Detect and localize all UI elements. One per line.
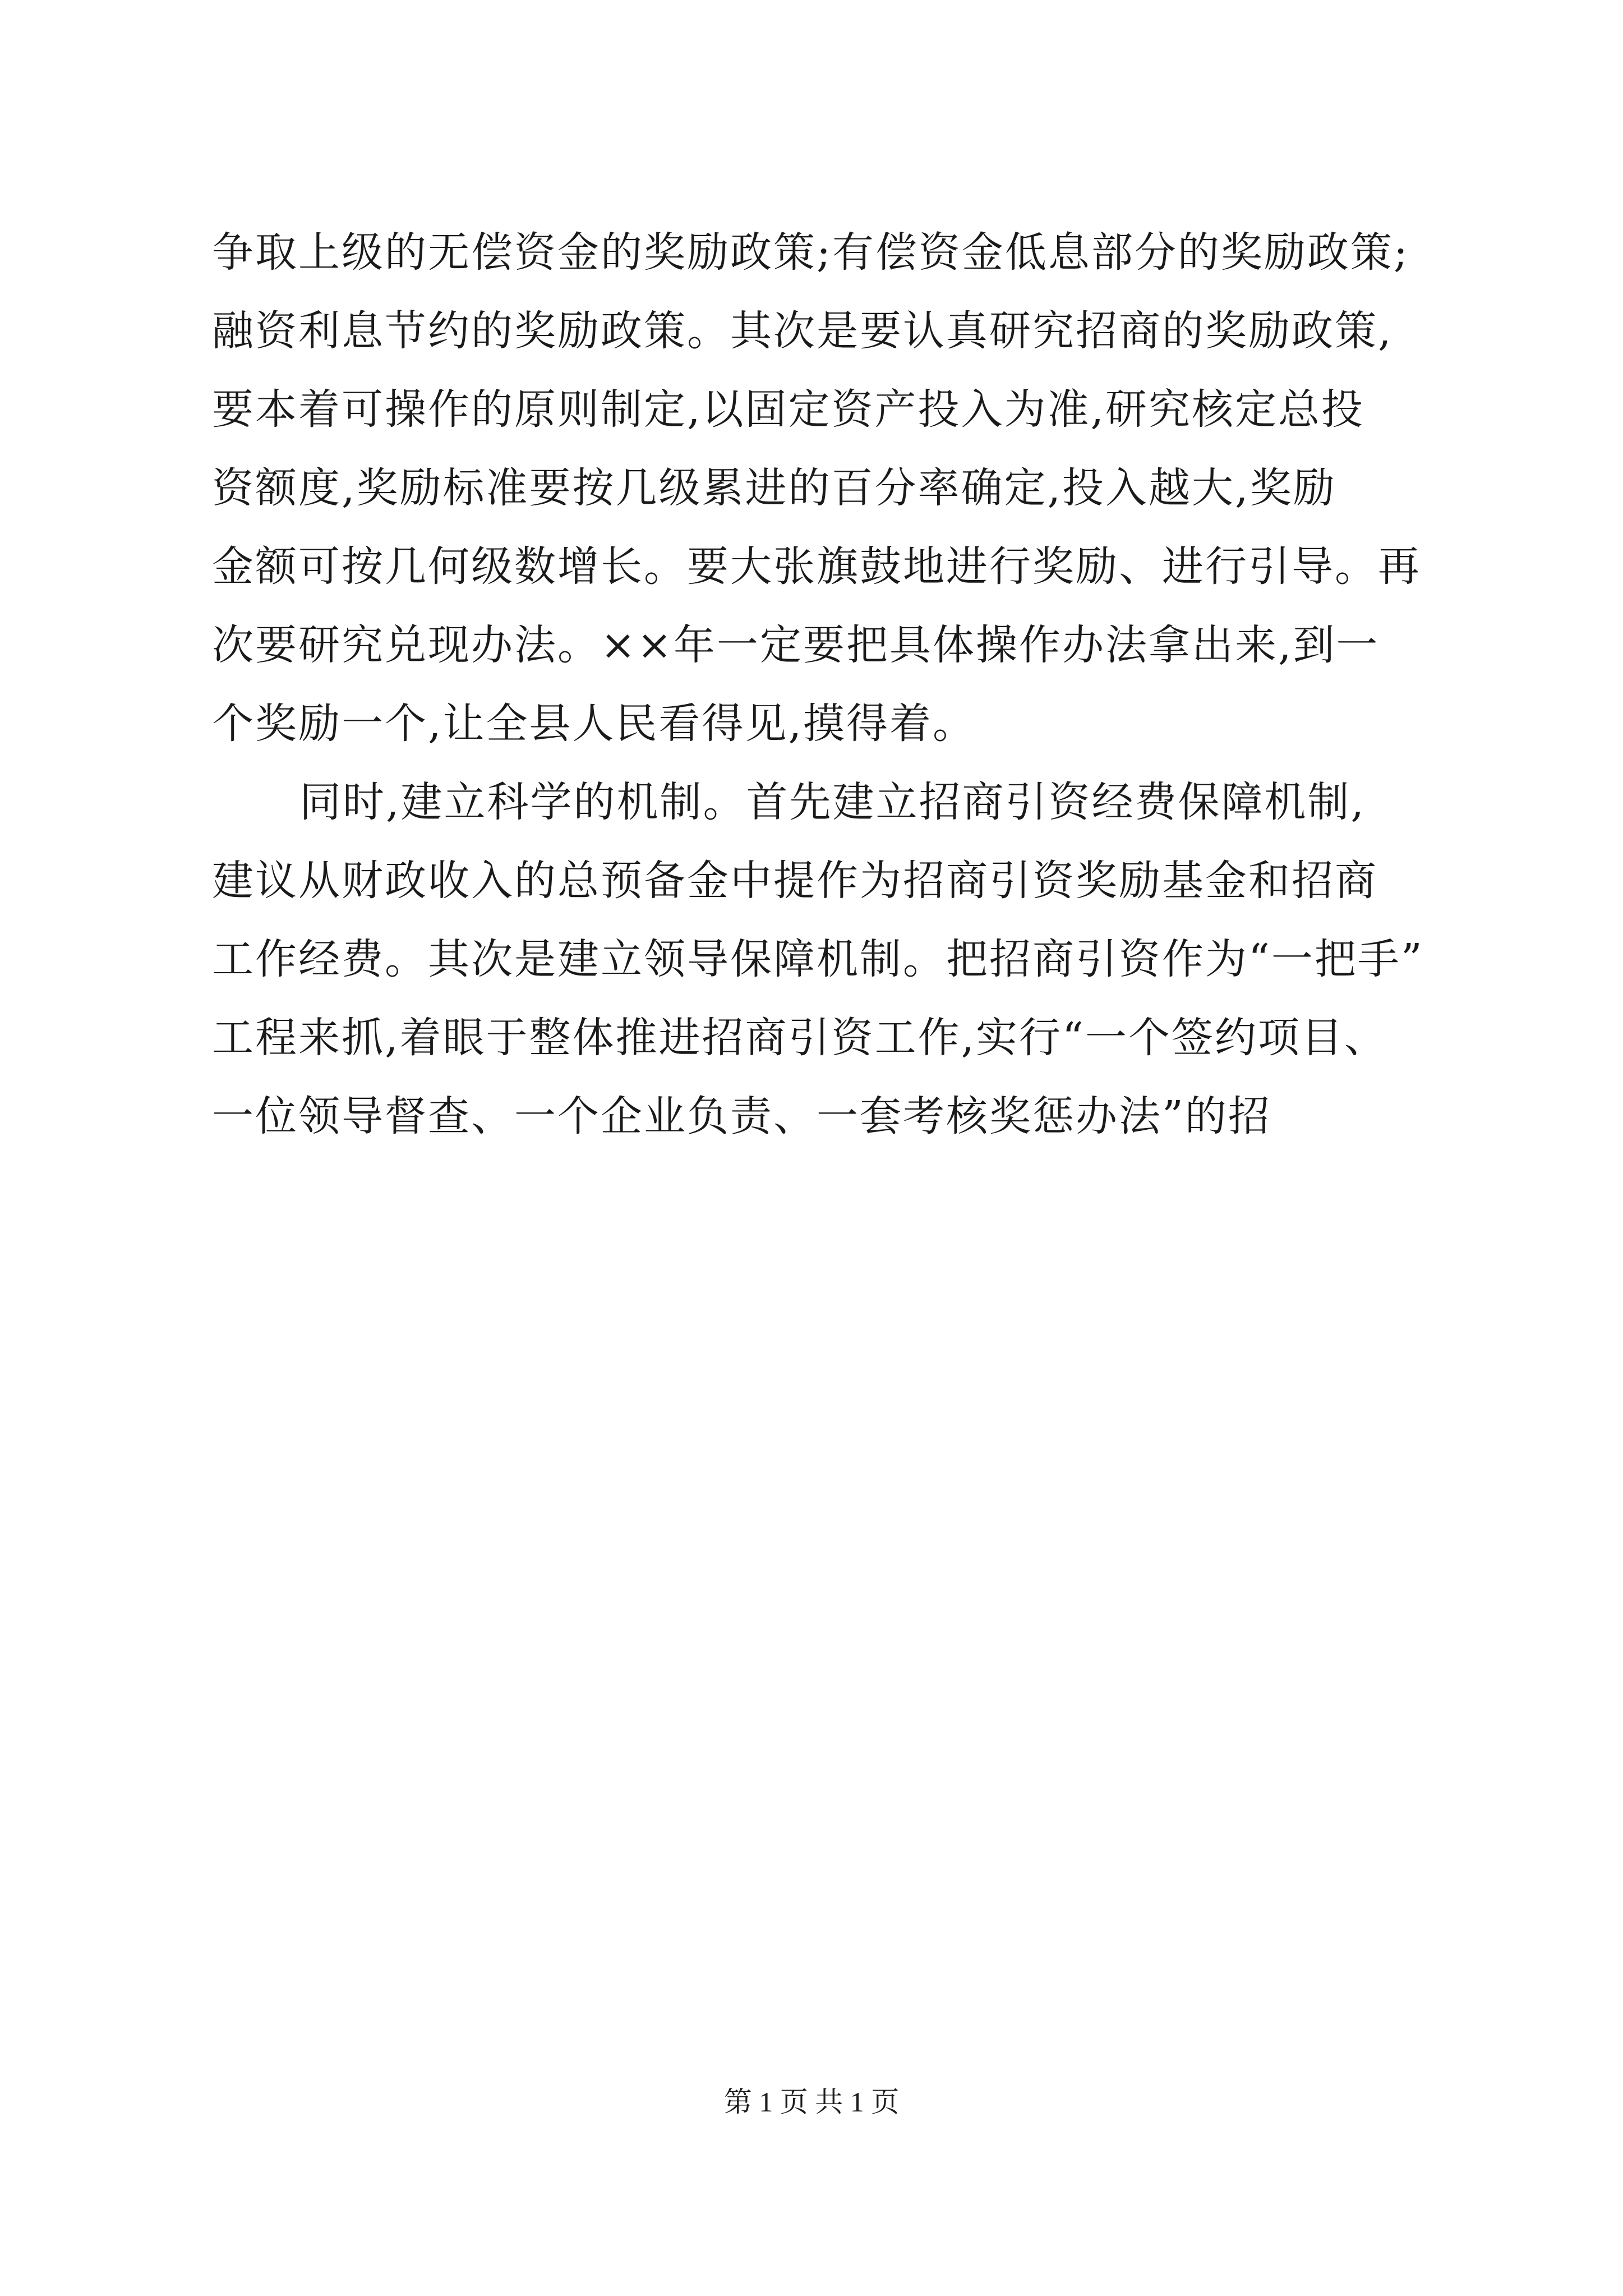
text-line: 融资利息节约的奖励政策。其次是要认真研究招商的奖励政策, xyxy=(212,307,1393,355)
text-line: 工程来抓,着眼于整体推进招商引资工作,实行“一个签约项目、 xyxy=(212,1014,1387,1062)
text-line: 建议从财政收入的总预备金中提作为招商引资奖励基金和招商 xyxy=(212,857,1378,905)
paragraph-first-line: 同时,建立科学的机制。首先建立招商引资经费保障机制, xyxy=(299,778,1366,826)
text-line: 一位领导督查、一个企业负责、一套考核奖惩办法”的招 xyxy=(212,1092,1271,1140)
text-line: 次要研究兑现办法。××年一定要把具体操作办法拿出来,到一 xyxy=(212,621,1380,669)
text-line: 金额可按几何级数增长。要大张旗鼓地进行奖励、进行引导。再 xyxy=(212,542,1421,591)
text-line: 要本着可操作的原则制定,以固定资产投入为准,研究核定总投 xyxy=(212,385,1365,434)
document-body xyxy=(212,213,1423,1156)
text-line: 个奖励一个,让全县人民看得见,摸得着。 xyxy=(212,700,976,748)
text-line: 争取上级的无偿资金的奖励政策;有偿资金低息部分的奖励政策; xyxy=(212,228,1409,277)
page-footer: 第 1 页 共 1 页 xyxy=(723,2086,900,2118)
text-line: 工作经费。其次是建立领导保障机制。把招商引资作为“一把手” xyxy=(212,935,1424,983)
text-line: 资额度,奖励标准要按几级累进的百分率确定,投入越大,奖励 xyxy=(212,464,1336,512)
